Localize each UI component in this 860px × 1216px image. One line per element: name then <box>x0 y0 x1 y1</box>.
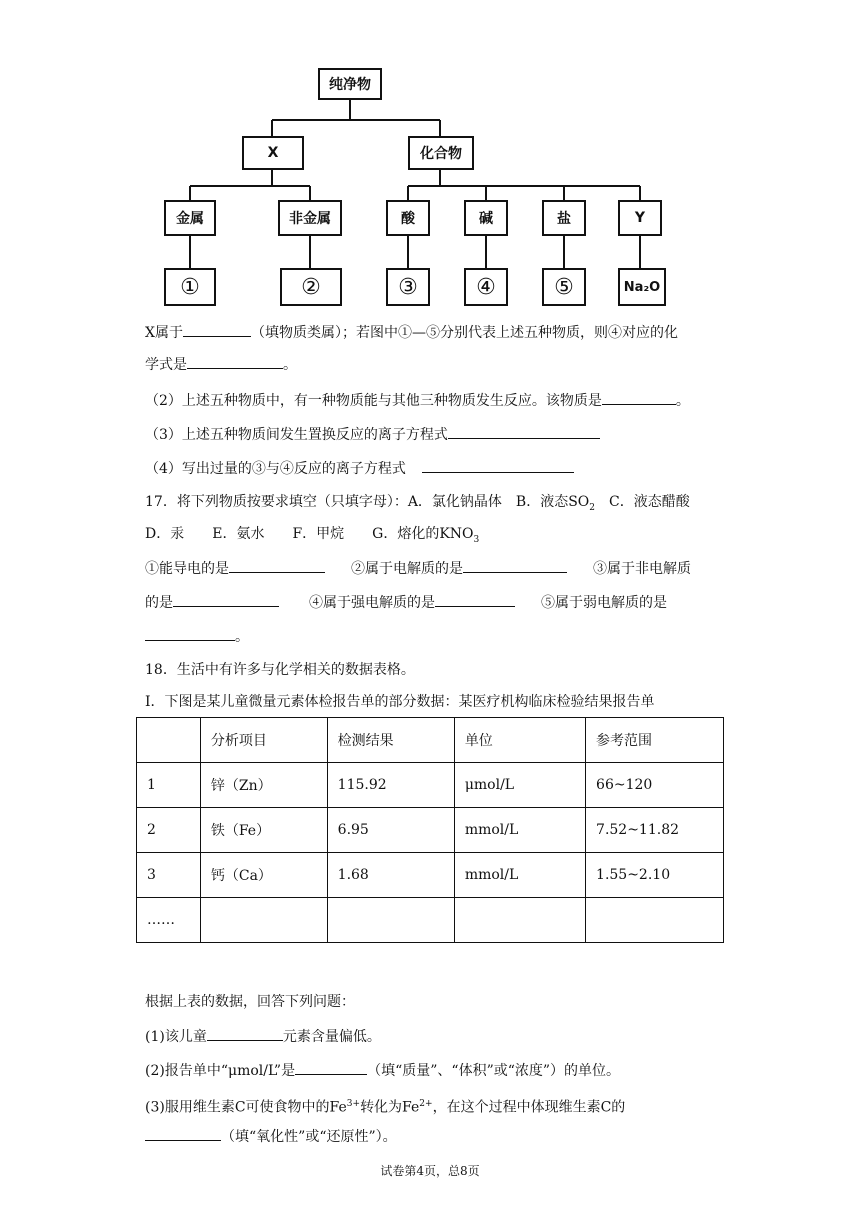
text: 。 <box>283 357 297 373</box>
node-base: 碱 <box>464 200 508 236</box>
table-cell: 1 <box>137 763 201 808</box>
text: （2）上述五种物质中，有一种物质能与其他三种物质发生反应。该物质是 <box>145 393 602 409</box>
table-cell <box>327 898 454 943</box>
text: 元素含量偏低。 <box>282 1029 381 1045</box>
table-cell: mmol/L <box>454 853 585 898</box>
node-leaf-5: ⑤ <box>542 268 586 306</box>
table-cell: 铁（Fe） <box>200 808 327 853</box>
answer-blank[interactable] <box>183 322 251 337</box>
q17-line4 <box>145 592 667 613</box>
node-root: 纯净物 <box>318 68 382 100</box>
node-leaf-3: ③ <box>386 268 430 306</box>
text: C．液态醋酸 <box>595 494 690 510</box>
table-header-row <box>137 718 724 763</box>
q16-part3 <box>145 424 600 445</box>
table-cell: 115.92 <box>327 763 454 808</box>
q16-line1 <box>145 322 678 343</box>
q18-title: 18．生活中有许多与化学相关的数据表格。 <box>145 662 415 678</box>
text: (2)报告单中“μmol/L”是 <box>145 1063 296 1079</box>
q17-line2 <box>145 524 479 550</box>
text: 转化为Fe <box>360 1099 420 1116</box>
answer-blank[interactable] <box>173 592 279 607</box>
table-cell: 锌（Zn） <box>200 763 327 808</box>
text: 的是 <box>145 595 173 611</box>
table-header-cell: 参考范围 <box>586 718 724 763</box>
answer-blank[interactable] <box>207 1026 283 1041</box>
table-cell: 7.52~11.82 <box>586 808 724 853</box>
text: ，在这个过程中体现维生素C的 <box>432 1099 626 1116</box>
table-cell <box>200 898 327 943</box>
answer-blank[interactable] <box>187 354 283 369</box>
q16-part2 <box>145 390 690 411</box>
answer-blank[interactable] <box>448 424 600 439</box>
table-cell: 1.55~2.10 <box>586 853 724 898</box>
text: 学式是 <box>145 357 187 373</box>
node-leaf-2: ② <box>280 268 342 306</box>
q17-line5 <box>145 626 249 647</box>
table-cell: μmol/L <box>454 763 585 808</box>
answer-blank[interactable] <box>145 626 235 641</box>
q18-a4 <box>145 1126 397 1147</box>
node-salt: 盐 <box>542 200 586 236</box>
q16-line2 <box>145 354 297 375</box>
q18-intro: Ⅰ．下图是某儿童微量元素体检报告单的部分数据：某医疗机构临床检验结果报告单 <box>145 694 655 710</box>
text: 。 <box>235 629 249 645</box>
node-leaf-na2o: Na₂O <box>618 268 666 306</box>
page-footer: 试卷第4页，总8页 <box>380 1164 480 1178</box>
text: D．汞 E．氨水 F．甲烷 G．熔化的KNO <box>145 526 474 542</box>
node-metal: 金属 <box>164 200 216 236</box>
q18-a1 <box>145 1026 381 1047</box>
text: ②属于电解质的是 <box>351 561 463 577</box>
text: （3）上述五种物质间发生置换反应的离子方程式 <box>145 427 448 443</box>
subscript: 3 <box>473 534 480 545</box>
answer-blank[interactable] <box>229 558 325 573</box>
answer-blank[interactable] <box>435 592 515 607</box>
text: ⑤属于弱电解质的是 <box>541 595 667 611</box>
text: （填“氧化性”或“还原性”）。 <box>221 1129 397 1145</box>
table-row <box>137 898 724 943</box>
answer-blank[interactable] <box>422 458 574 473</box>
answer-blank[interactable] <box>463 558 567 573</box>
text: 17．将下列物质按要求填空（只填字母）：A．氯化钠晶体 B．液态SO <box>145 494 590 510</box>
table-header-cell: 分析项目 <box>200 718 327 763</box>
node-x: X <box>242 136 304 170</box>
table-cell: …… <box>137 898 201 943</box>
node-nonmetal: 非金属 <box>278 200 342 236</box>
table-header-cell: 检测结果 <box>327 718 454 763</box>
answer-blank[interactable] <box>295 1060 367 1075</box>
table-row <box>137 808 724 853</box>
table-row <box>137 763 724 808</box>
classification-diagram <box>150 64 710 310</box>
answer-blank[interactable] <box>602 390 676 405</box>
q16-part4 <box>145 458 574 479</box>
text: ④属于强电解质的是 <box>309 595 435 611</box>
table-cell: 3 <box>137 853 201 898</box>
q18-a3 <box>145 1094 625 1118</box>
table-cell: 钙（Ca） <box>200 853 327 898</box>
table-cell: mmol/L <box>454 808 585 853</box>
q18-answer-intro: 根据上表的数据，回答下列问题： <box>145 994 355 1010</box>
superscript: 3+ <box>346 1099 361 1109</box>
table-cell: 2 <box>137 808 201 853</box>
table-cell: 1.68 <box>327 853 454 898</box>
answer-blank[interactable] <box>145 1126 221 1141</box>
text: （填“质量”、“体积”或“浓度”）的单位。 <box>367 1063 621 1079</box>
text: ①能导电的是 <box>145 561 229 577</box>
table-cell: 6.95 <box>327 808 454 853</box>
q18-a2 <box>145 1060 620 1081</box>
superscript: 2+ <box>419 1099 433 1109</box>
table-row <box>137 853 724 898</box>
subscript: 2 <box>589 502 596 513</box>
text: (3)服用维生素C可使食物中的Fe <box>145 1099 347 1116</box>
text: （4）写出过量的③与④反应的离子方程式 <box>145 461 406 477</box>
text: （填物质类属）；若图中①—⑤分别代表上述五种物质，则④对应的化 <box>250 325 678 341</box>
table-cell <box>586 898 724 943</box>
node-compound: 化合物 <box>408 136 474 170</box>
text: 。 <box>675 393 690 409</box>
node-y: Y <box>618 200 662 236</box>
q17-line3 <box>145 558 691 579</box>
table-cell: 66~120 <box>586 763 724 808</box>
node-acid: 酸 <box>386 200 430 236</box>
node-leaf-4: ④ <box>464 268 508 306</box>
text: ③属于非电解质 <box>593 561 691 577</box>
text: (1)该儿童 <box>145 1029 207 1045</box>
text: X属于 <box>145 325 183 341</box>
table-cell <box>454 898 585 943</box>
node-leaf-1: ① <box>164 268 216 306</box>
table-header-cell: 单位 <box>454 718 585 763</box>
table-header-cell <box>137 718 201 763</box>
report-table <box>136 717 724 943</box>
q17-line1 <box>145 492 690 518</box>
